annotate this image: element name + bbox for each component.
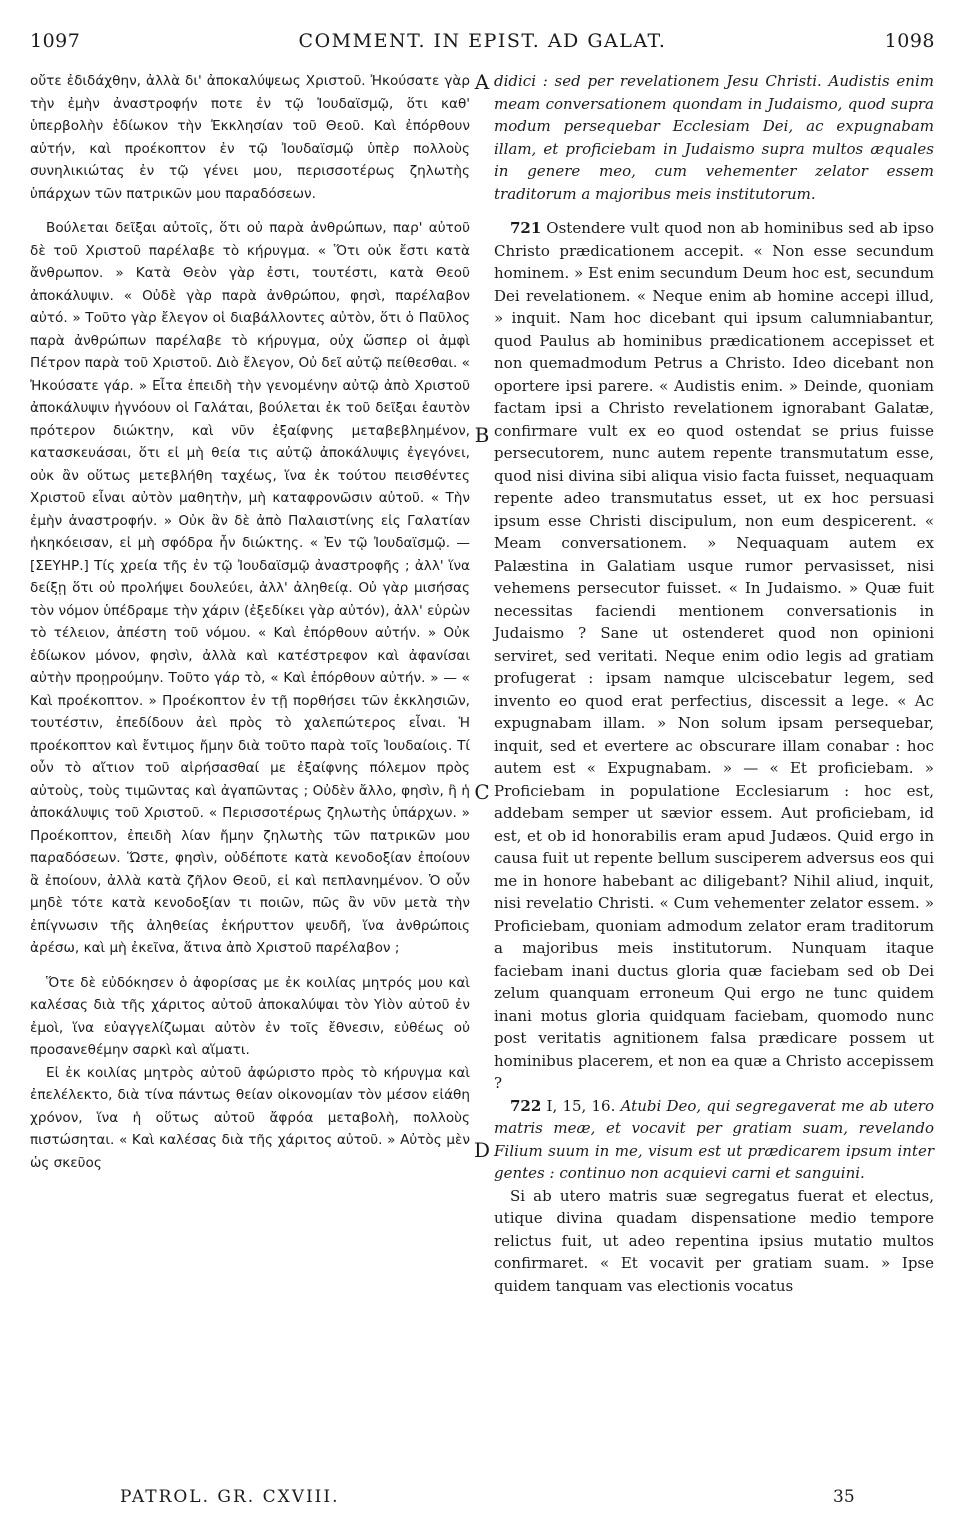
- latin-column: [494, 70, 934, 1297]
- section-number-722: 722: [510, 1096, 542, 1115]
- section-number-721: 721: [510, 219, 542, 237]
- greek-paragraph-3: Ὅτε δὲ εὐδόκησεν ὁ ἀφορίσας με ἐκ κοιλίας μητρός μου καὶ καλέσας διὰ τῆς χάριτος αὐτοῦ ἀποκαλύψαι τὸν Υἱὸν αὐτοῦ ἐν ἐμοὶ, ἵνα εὐαγγελίζωμαι αὐτὸν ἐν τοῖς ἔθνεσιν, εὐθέως οὐ προσανεθέμην σαρκὶ καὶ αἵματι.: [30, 974, 470, 1058]
- margin-letter-d: D: [473, 1138, 491, 1162]
- greek-paragraph-4: Εἰ ἐκ κοιλίας μητρὸς αὐτοῦ ἀφώριστο πρὸς τὸ κήρυγμα καὶ ἐπελέλεκτο, διὰ τίνα πάντως θείαν οἰκονομίαν τὸν μέσον εἰάθη χρόνον, ἵνα ἡ οὕτως αὐτοῦ ἄφρόα μεταβολὴ, πολλοὺς πιστώσηται. « Καὶ καλέσας διὰ τῆς χάριτος αὐτοῦ. » Αὐτὸς μὲν ὡς σκεῦος: [30, 1064, 470, 1171]
- running-header: [30, 30, 935, 64]
- footer-sheet-number: 35: [833, 1487, 855, 1507]
- latin-paragraph-3-text: Atubi Deo, qui segregaverat me ab utero matris meæ, et vocavit per gratiam suam, revelando Filium suum in me, visum est ut prædicarem ipsum inter gentes : continuo non acquievi carni et sanguini.: [494, 1096, 934, 1182]
- footer-signature: PATROL. GR. CXVIII.: [120, 1487, 340, 1507]
- latin-paragraph-2: [494, 217, 934, 1095]
- latin-paragraph-4: Si ab utero matris suæ segregatus fuerat et electus, utique divina quadam dispensatione medio tempore relictus fuit, ut adeo repentina ipsius mutatio multos confirmaret. « Et vocavit per gratiam suam. » Ipse quidem tanquam vas electionis vocatus: [494, 1186, 934, 1295]
- latin-paragraph-2-text: Ostendere vult quod non ab hominibus sed ab ipso Christo prædicationem accepit. « Non esse secundum hominem. » Est enim secundum Deum hoc est, secundum Dei revelationem. « Neque enim ab homine accepi illud, » inquit. Nam hoc dicebant qui ipsum calumniabantur, quod Paulus ab hominibus prædicationem accepisset et non quemadmodum Petrus a Christo. Ideo dicebant non oportere ipsi parere. « Audistis enim. » Deinde, quoniam factam ipsi a Christo revelationem ignorabant Galatæ, confirmare vult ex eo quod ostendat se prius fuisse persecutorem, nunc autem repente transmutatum esse, quod nisi divina sibi aliqua visio facta fuisset, nequaquam repente adeo transmutatus esset, ut ex hoc persuasi ipsum esse Christi discipulum, non eum despicerent. « Meam conversationem. » Nequaquam autem ex Palæstina in Galatiam usque rumor pervasisset, nisi vehemens persecutor fuisset. « In Judaismo. » Quæ fuit necessitas faciendi mentionem conversationis in Judaismo ? Sane ut ostenderet quod non opinioni serviret, sed veritati. Neque enim odio legis ad gratiam profugerat : ipsam namque ulciscebatur legem, sed invento eo quod erat perfectius, discessit a lege. « Ac expugnabam illam. » Non solum ipsam persequebar, inquit, sed et evertere ac obscurare illam conabar : hoc autem est « Expugnabam. » — « Et proficiebam. » Proficiebam in populatione Ecclesiarum : hoc est, addebam semper ut sævior essem. Aut proficiebam, id est, et ob id honorabilis eram apud Judæos. Quid ergo in causa fuit ut repente bellum susciperem adversus eos qui me in honore habebant ac diligebant? Nihil aliud, inquit, nisi revelatio Christi. « Cum vehementer zelator essem. » Proficiebam, quoniam admodum zelator eram traditorum a majoribus meis institutorum. Nunquam itaque faciebam inani ductus gloria quæ faciebam sed ob Dei zelum quanquam erroneum Qui ergo ne tunc quidem inani motus gloria quidquam faciebam, quomodo nunc post veritatis agnitionem falsa prædicare possem ut hominibus placerem, et non ea quæ a Christo accepissem ?: [494, 219, 934, 1092]
- greek-paragraph-1: οὔτε ἐδιδάχθην, ἀλλὰ δι' ἀποκαλύψεως Χριστοῦ. Ἠκούσατε γὰρ τὴν ἐμὴν ἀναστροφήν ποτε ἐν τῷ Ἰουδαϊσμῷ, ὅτι καθ' ὑπερβολὴν ἐδίωκον τὴν Ἐκκλησίαν τοῦ Θεοῦ. Καὶ ἐπόρθουν αὐτήν, καὶ προέκοπτον ἐν τῷ Ἰουδαϊσμῷ ὑπὲρ πολλοὺς συνηλικιώτας ἐν τῷ γένει μου, περισσοτέρως ζηλωτὴς ὑπάρχων τῶν πατρικῶν μου παραδόσεων.: [30, 73, 470, 202]
- margin-letter-c: C: [474, 780, 490, 804]
- page-footer: [30, 1487, 935, 1515]
- latin-paragraph-3: [494, 1095, 934, 1185]
- running-title: COMMENT. IN EPIST. AD GALAT.: [298, 30, 667, 52]
- greek-column: [30, 70, 470, 1174]
- margin-letter-b: B: [474, 423, 490, 447]
- latin-paragraph-1: didici : sed per revelationem Jesu Christi. Audistis enim meam conversationem quondam in Judaismo, quod supra modum persequebar Ecclesiam Dei, ac expugnabam illam, et proficiebam in Judaismo supra multos æquales in genere meo, cum vehementer zelator essem traditorum a majoribus meis institutorum.: [494, 72, 934, 203]
- page-number-right: 1098: [884, 30, 935, 52]
- verse-reference: I, 15, 16.: [541, 1096, 621, 1115]
- page-number-left: 1097: [30, 30, 81, 52]
- greek-paragraph-2: Βούλεται δεῖξαι αὐτοῖς, ὅτι οὐ παρὰ ἀνθρώπων, παρ' αὐτοῦ δὲ τοῦ Χριστοῦ παρέλαβε τὸ κήρυγμα. « Ὅτι οὐκ ἔστι κατὰ ἄνθρωπον. » Κατὰ Θεὸν γὰρ ἐστι, τουτέστι, κατὰ Θεοῦ ἀποκάλυψιν. « Οὐδὲ γὰρ παρὰ ἀνθρώπου, φησὶ, παρέλαβον αὐτό. » Τοῦτο γὰρ ἔλεγον οἱ διαβάλλοντες αὐτὸν, ὅτι ὁ Παῦλος παρὰ ἀνθρώπων παρέλαβε τὸ κήρυγμα, οὐχ ὥσπερ οἱ ἀμφὶ Πέτρον παρὰ τοῦ Χριστοῦ. Διὸ ἔλεγον, Οὐ δεῖ αὐτῷ πείθεσθαι. « Ἠκούσατε γάρ. » Εἶτα ἐπειδὴ τὴν γενομένην αὐτῷ ἀπὸ Χριστοῦ ἀποκάλυψιν ἠγνόουν οἱ Γαλάται, βούλεται ἐκ τοῦ δεῖξαι ἑαυτὸν πρότερον διώκτην, καὶ νῦν ἐξαίφνης μεταβεβλημένον, κατασκευάσαι, ὅτι εἰ μὴ θεία τις αὐτῷ ἀποκάλυψις ἐγεγόνει, οὐκ ἂν οὕτως μετεβλήθη ταχέως, ἵνα ἐκ τούτου πεισθέντες Χριστοῦ εἶναι αὐτὸν μαθητὴν, μὴ καταφρονῶσιν αὐτοῦ. « Τὴν ἐμὴν ἀναστροφήν. » Οὐκ ἂν δὲ ἀπὸ Παλαιστίνης εἰς Γαλατίαν ἠκηκόεισαν, εἰ μὴ σφόδρα ἦν διώκτης. « Ἐν τῷ Ἰουδαϊσμῷ. — [ΣΕΥΗΡ.] Τίς χρεία τῆς ἐν τῷ Ἰουδαϊσμῷ ἀναστροφῆς ; ἀλλ' ἵνα δείξῃ ὅτι οὐ προλήψει δουλεύει, ἀλλ' ἀληθείᾳ. Οὐ γὰρ μισήσας τὸν νόμον ὑπέδραμε τὴν χάριν (ἐξεδίκει γὰρ αὐτόν), ἀλλ' εὑρὼν τὸ τέλειον, ἀπέστη τοῦ νόμου. « Καὶ ἐπόρθουν αὐτήν. » Οὐκ ἐδίωκον μόνον, φησὶν, ἀλλὰ καὶ κατέστρεφον καὶ ἀφανίσαι αὐτὴν προῃρούμην. Τοῦτο γάρ τὸ, « Καὶ ἐπόρθουν αὐτήν. » — « Καὶ προέκοπτον. » Προέκοπτον ἐν τῇ πορθήσει τῶν ἐκκλησιῶν, τουτέστιν, ἐπεδίδουν ἀεὶ πρὸς τὸ χαλεπώτερος εἶναι. Ἡ προέκοπτον καὶ ἔντιμος ἤμην διὰ τοῦτο παρὰ τοῖς Ἰουδαίοις. Τί οὖν τὸ αἴτιον τοῦ αἱρήσασθαί με ἐξαίφνης πόλεμον πρὸς αὐτοὺς, τοὺς τιμῶντας καὶ ἀγαπῶντας ; Οὐδὲν ἄλλο, φησὶν, ἢ ἡ ἀποκάλυψις τοῦ Χριστοῦ. « Περισσοτέρως ζηλωτὴς ὑπάρχων. » Προέκοπτον, ἐπειδὴ λίαν ἤμην ζηλωτὴς τῶν πατρικῶν μου παραδόσεων. Ὥστε, φησὶν, οὐδέποτε κατὰ κενοδοξίαν ἐποίουν ἃ ἐποίουν, ἀλλὰ κατὰ ζῆλον Θεοῦ, εἰ καὶ πεπλανημένον. Ὁ οὖν μηδὲ τότε κατὰ κενοδοξίαν τι ποιῶν, πῶς ἂν νῦν μετὰ τὴν ἐπίγνωσιν τῆς ἀληθείας ἐκήρυττον ψευδῆ, ἵνα ἀνθρώποις ἀρέσω, καὶ μὴ ἐκεῖνα, ἅτινα ἀπὸ Χριστοῦ παρέλαβον ;: [30, 220, 470, 956]
- margin-letter-a: A: [474, 70, 490, 94]
